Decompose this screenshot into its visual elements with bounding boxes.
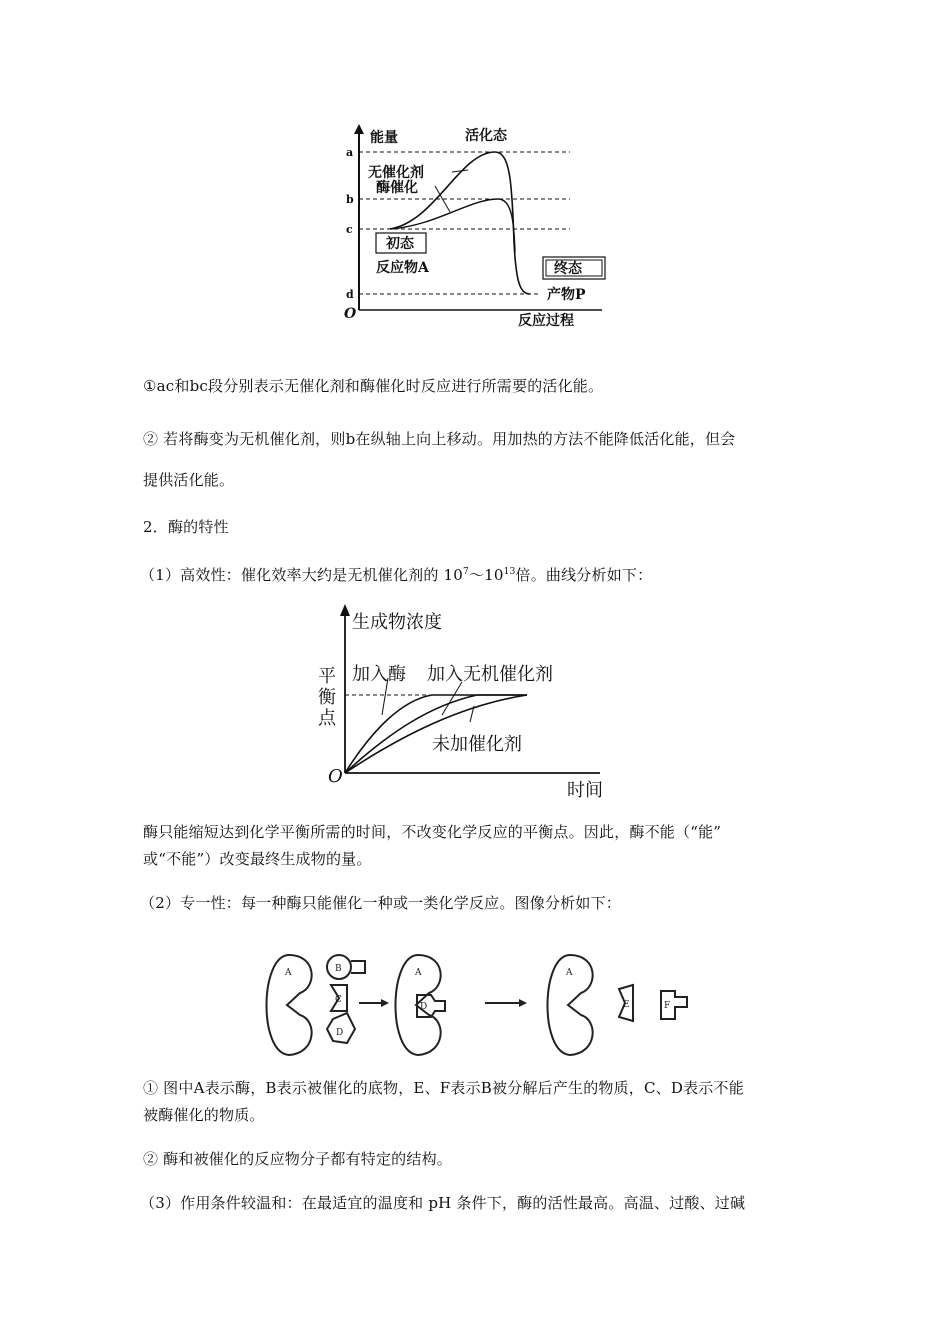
- fig3-label-c: C: [335, 995, 342, 1005]
- fig3-label-e: E: [623, 1000, 630, 1010]
- fig3-label-d: D: [336, 1028, 344, 1038]
- activation-energy-figure: [340, 122, 610, 332]
- fig1-x-label: 反应过程: [518, 313, 574, 329]
- fig1-no-catalyst-label: 无催化剂: [368, 165, 424, 181]
- fig2-balance-char-1: 平: [318, 666, 336, 687]
- fig2-balance-char-2: 衡: [318, 687, 336, 708]
- fig1-level-a: a: [346, 146, 354, 159]
- paragraph-2-line-1: ② 若将酶变为无机催化剂，则b在纵轴上向上移动。用加热的方法不能降低活化能，但会: [143, 430, 736, 448]
- paragraph-6-line-1: ① 图中A表示酶，B表示被催化的底物，E、F表示B被分解后产生的物质，C、D表示不能: [143, 1079, 744, 1097]
- paragraph-7: ② 酶和被催化的反应物分子都有特定的结构。: [143, 1150, 452, 1168]
- paragraph-1: ①ac和bc段分别表示无催化剂和酶催化时反应进行所需要的活化能。: [143, 377, 604, 395]
- paragraph-3-text-a: （1）高效性：催化效率大约是无机催化剂的 10: [140, 566, 464, 584]
- enzyme-specificity-figure: [255, 945, 705, 1065]
- fig2-enzyme-label: 加入酶: [352, 664, 406, 685]
- fig2-x-label: 时间: [567, 780, 603, 801]
- paragraph-3-text-b: ～10: [468, 566, 504, 584]
- paragraph-2-line-2: 提供活化能。: [143, 471, 235, 489]
- fig3-label-a1: A: [285, 968, 292, 978]
- fig3-label-f: F: [664, 1001, 671, 1011]
- fig2-balance-char-3: 点: [318, 708, 336, 729]
- paragraph-3-sup-1: 7: [463, 567, 469, 577]
- fig3-label-a3: A: [566, 968, 573, 978]
- paragraph-4-line-2: 或“不能”）改变最终生成物的量。: [143, 850, 372, 868]
- fig1-product: 产物P: [547, 287, 586, 303]
- paragraph-3-sup-2: 13: [503, 567, 516, 577]
- fig3-label-d-bound: D: [420, 1002, 428, 1012]
- fig1-level-c: c: [346, 223, 353, 236]
- fig1-final-state: 终态: [554, 261, 582, 277]
- paragraph-4-line-1: 酶只能缩短达到化学平衡所需的时间，不改变化学反应的平衡点。因此，酶不能（“能”: [143, 823, 722, 841]
- fig2-inorganic-label: 加入无机催化剂: [427, 664, 553, 685]
- paragraph-6-line-2: 被酶催化的物质。: [143, 1106, 265, 1124]
- fig1-level-b: b: [346, 193, 354, 206]
- fig1-peak-label: 活化态: [465, 128, 507, 144]
- fig1-origin: O: [344, 306, 357, 322]
- fig1-enzyme-label: 酶催化: [376, 180, 418, 196]
- paragraph-3-text-c: 倍。曲线分析如下：: [515, 566, 653, 584]
- efficiency-curve-figure: [312, 600, 612, 805]
- fig2-y-label: 生成物浓度: [352, 612, 442, 633]
- fig2-origin: O: [328, 766, 343, 787]
- paragraph-8: （3）作用条件较温和：在最适宜的温度和 pH 条件下，酶的活性最高。高温、过酸、过碱: [140, 1194, 746, 1212]
- fig1-initial-state: 初态: [386, 236, 414, 252]
- fig1-level-d: d: [346, 288, 354, 301]
- fig1-y-label: 能量: [370, 130, 398, 146]
- fig1-reactant: 反应物A: [376, 260, 429, 276]
- fig2-none-label: 未加催化剂: [432, 734, 522, 755]
- fig3-label-b: B: [335, 964, 342, 974]
- paragraph-5: （2）专一性：每一种酶只能催化一种或一类化学反应。图像分析如下：: [140, 894, 621, 912]
- fig3-label-a2: A: [415, 968, 422, 978]
- paragraph-3: [140, 562, 810, 585]
- section-heading-enzyme-properties: 2．酶的特性: [143, 518, 229, 536]
